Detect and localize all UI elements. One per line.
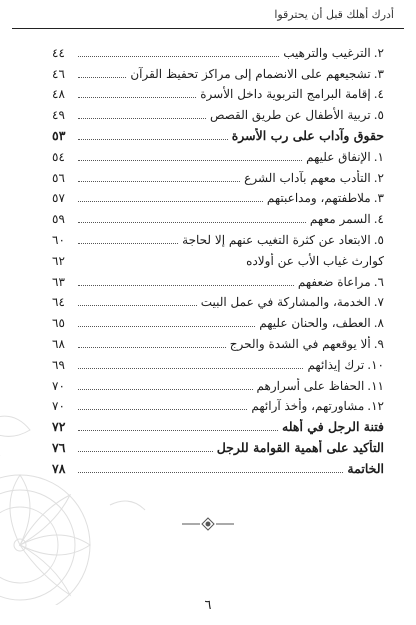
toc-entry-title: الترغيب والترهيب bbox=[283, 45, 371, 60]
toc-entry-title: ألا يوقعهم في الشدة والحرج bbox=[229, 336, 371, 351]
toc-entry-title: الحفاظ على أسرارهم bbox=[256, 378, 365, 393]
toc-entry-title: تشجيعهم على الانضمام إلى مراكز تحفيظ القرآن bbox=[130, 66, 371, 81]
running-header: أدرك أهلك قبل أن يحترقوا bbox=[274, 8, 394, 21]
toc-entry bbox=[52, 394, 384, 415]
toc-entry bbox=[52, 186, 384, 207]
toc-entry-number: ٤. bbox=[373, 212, 384, 227]
dot-leader bbox=[78, 430, 278, 431]
toc-entry-title: الابتعاد عن كثرة التغيب عنهم إلا لحاجة bbox=[182, 232, 371, 247]
dot-leader bbox=[78, 285, 294, 286]
dot-leader bbox=[78, 243, 178, 244]
dot-leader bbox=[78, 160, 302, 161]
toc-entry-number: ٧. bbox=[373, 295, 384, 310]
toc-entry bbox=[52, 310, 384, 331]
toc-entry-number: ٩. bbox=[373, 336, 384, 351]
toc-entry-title: حقوق وآداب على رب الأسرة bbox=[231, 127, 384, 143]
toc-entry-title: العطف، والحنان عليهم bbox=[259, 316, 371, 331]
toc-entry-page: ٧٦ bbox=[52, 439, 66, 455]
toc-entry-page: ٥٩ bbox=[52, 212, 65, 227]
toc-entry bbox=[52, 269, 384, 290]
toc-entry-number: ١. bbox=[373, 149, 384, 164]
table-of-contents bbox=[52, 40, 384, 477]
toc-entry-page: ٧٨ bbox=[52, 460, 66, 476]
toc-entry bbox=[52, 102, 384, 123]
toc-entry-number: ١٠. bbox=[367, 357, 384, 372]
divider-ornament-icon bbox=[180, 517, 236, 531]
header-rule bbox=[12, 28, 404, 29]
dot-leader bbox=[78, 451, 213, 452]
toc-entry-page: ٥٤ bbox=[52, 149, 65, 164]
toc-entry-number: ٢. bbox=[373, 170, 384, 185]
toc-entry-title: الإنفاق عليهم bbox=[306, 149, 371, 164]
dot-leader bbox=[78, 77, 126, 78]
toc-entry-title: ملاطفتهم، ومداعبتهم bbox=[266, 191, 371, 206]
toc-entry-page: ٦٨ bbox=[52, 336, 65, 351]
dot-leader bbox=[78, 326, 255, 327]
dot-leader bbox=[78, 97, 196, 98]
toc-entry-title: فتنة الرجل في أهله bbox=[282, 419, 384, 435]
dot-leader bbox=[78, 409, 247, 410]
toc-entry bbox=[52, 248, 384, 269]
toc-entry-page: ٦٠ bbox=[52, 232, 65, 247]
toc-entry bbox=[52, 61, 384, 82]
toc-entry-page: ٤٨ bbox=[52, 87, 65, 102]
toc-entry bbox=[52, 165, 384, 186]
toc-entry-title: الخدمة، والمشاركة في عمل البيت bbox=[200, 295, 371, 310]
page-number: ٦ bbox=[204, 598, 212, 613]
dot-leader bbox=[78, 56, 279, 57]
toc-entry-page: ٥٣ bbox=[52, 127, 66, 143]
toc-entry-page: ٦٤ bbox=[52, 295, 65, 310]
toc-entry-page: ٤٦ bbox=[52, 66, 65, 81]
dot-leader bbox=[78, 139, 228, 140]
toc-entry-page: ٥٦ bbox=[52, 170, 65, 185]
toc-entry bbox=[52, 414, 384, 435]
toc-entry-title: تربية الأطفال عن طريق القصص bbox=[209, 108, 371, 123]
toc-entry-number: ٣. bbox=[373, 191, 384, 206]
toc-entry bbox=[52, 123, 384, 144]
toc-entry-number: ٥. bbox=[373, 108, 384, 123]
toc-entry-page: ٤٩ bbox=[52, 108, 65, 123]
toc-entry-page: ٦٩ bbox=[52, 357, 65, 372]
toc-entry bbox=[52, 456, 384, 477]
toc-entry-title: التأكيد على أهمية القوامة للرجل bbox=[216, 439, 384, 455]
toc-entry-number: ٣. bbox=[373, 66, 384, 81]
dot-leader bbox=[78, 389, 253, 390]
toc-entry-number: ٤. bbox=[373, 87, 384, 102]
toc-entry bbox=[52, 290, 384, 311]
toc-entry bbox=[52, 352, 384, 373]
toc-rows bbox=[52, 40, 384, 477]
toc-entry-page: ٧٢ bbox=[52, 419, 66, 435]
toc-entry-page: ٤٤ bbox=[52, 45, 65, 60]
toc-entry-number: ٥. bbox=[373, 232, 384, 247]
toc-entry-title: إقامة البرامج التربوية داخل الأسرة bbox=[200, 87, 371, 102]
toc-entry bbox=[52, 40, 384, 61]
toc-entry-page: ٥٧ bbox=[52, 191, 65, 206]
toc-entry-number: ١١. bbox=[367, 378, 384, 393]
toc-entry-number: ٦. bbox=[373, 274, 384, 289]
toc-entry bbox=[52, 144, 384, 165]
dot-leader bbox=[78, 472, 343, 473]
toc-entry-page: ٦٢ bbox=[52, 253, 65, 268]
toc-entry-page: ٦٥ bbox=[52, 316, 65, 331]
toc-entry bbox=[52, 206, 384, 227]
toc-entry-title: التأدب معهم بآداب الشرع bbox=[244, 170, 371, 185]
toc-entry bbox=[52, 435, 384, 456]
toc-entry-number: ٢. bbox=[373, 45, 384, 60]
toc-entry-page: ٧٠ bbox=[52, 378, 65, 393]
toc-entry-page: ٦٣ bbox=[52, 274, 65, 289]
toc-entry-title: مشاورتهم، وأخذ آرائهم bbox=[251, 399, 365, 414]
toc-entry bbox=[52, 331, 384, 352]
toc-entry-title: كوارث غياب الأب عن أولاده bbox=[246, 253, 384, 268]
toc-entry-number: ١٢. bbox=[367, 399, 384, 414]
dot-leader bbox=[78, 368, 303, 369]
dot-leader bbox=[78, 118, 206, 119]
toc-entry-number: ٨. bbox=[373, 316, 384, 331]
dot-leader bbox=[78, 201, 263, 202]
toc-entry bbox=[52, 227, 384, 248]
toc-entry-title: مراعاة ضعفهم bbox=[297, 274, 371, 289]
toc-entry-title: ترك إيذائهم bbox=[307, 357, 365, 372]
dot-leader bbox=[78, 222, 306, 223]
toc-entry-title: الخاتمة bbox=[347, 460, 384, 476]
dot-leader bbox=[78, 181, 240, 182]
toc-entry bbox=[52, 82, 384, 103]
toc-entry-page: ٧٠ bbox=[52, 399, 65, 414]
dot-leader bbox=[78, 347, 226, 348]
toc-entry bbox=[52, 373, 384, 394]
dot-leader bbox=[78, 305, 197, 306]
toc-entry-title: السمر معهم bbox=[309, 212, 371, 227]
